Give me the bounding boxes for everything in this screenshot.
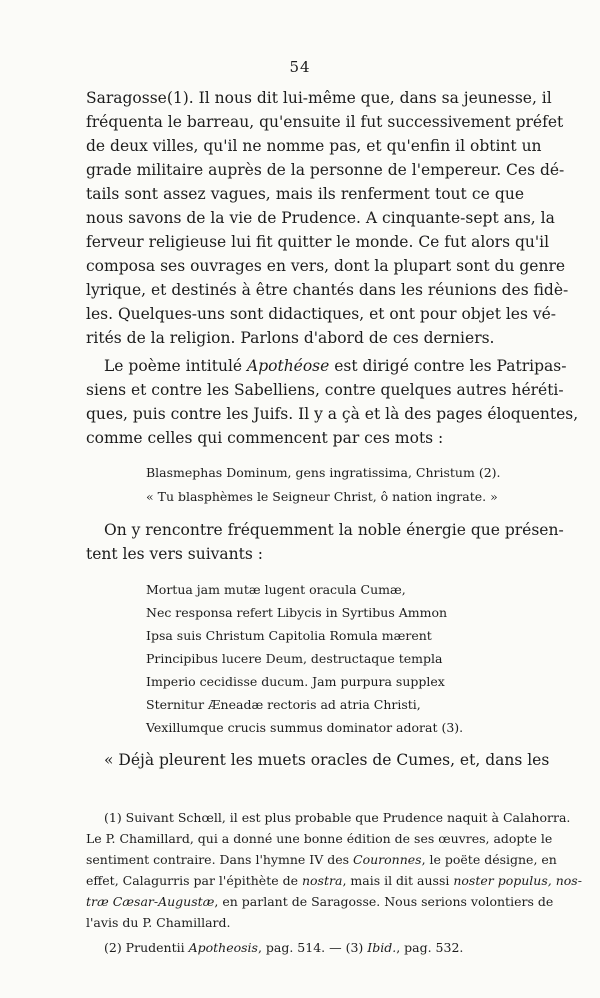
footnote-line: effet, Calagurris par l'épithète de nostra, mais il dit aussi noster populus, nos- bbox=[86, 873, 582, 888]
text-line: On y rencontre fréquemment la noble énergie que présen- bbox=[104, 521, 564, 539]
footnote-line: Le P. Chamillard, qui a donné une bonne édition de ses œuvres, adopte le bbox=[86, 831, 553, 846]
verse-line: Vexillumque crucis summus dominator adorat (3). bbox=[146, 720, 464, 735]
text-line: comme celles qui commencent par ces mots : bbox=[86, 429, 444, 447]
text-line: de deux villes, qu'il ne nomme pas, et qu'enfin il obtint un bbox=[86, 137, 542, 155]
text-line: les. Quelques-uns sont didactiques, et ont pour objet les vé- bbox=[86, 305, 557, 323]
work-title: Apothéose bbox=[247, 357, 330, 375]
text-line: nous savons de la vie de Prudence. A cinquante-sept ans, la bbox=[86, 209, 555, 227]
verse-line: Nec responsa refert Libycis in Syrtibus Ammon bbox=[146, 605, 448, 620]
text-line: grade militaire auprès de la personne de l'empereur. Ces dé- bbox=[86, 161, 565, 179]
text-line: tails sont assez vagues, mais ils renferment tout ce que bbox=[86, 185, 524, 203]
latin-quote: Blasmephas Dominum, gens ingratissima, Christum (2). bbox=[146, 465, 501, 480]
quote-translation: « Tu blasphèmes le Seigneur Christ, ô nation ingrate. » bbox=[146, 489, 498, 504]
text-line: « Déjà pleurent les muets oracles de Cumes, et, dans les bbox=[104, 751, 550, 769]
footnote-line: (1) Suivant Schœll, il est plus probable que Prudence naquit à Calahorra. bbox=[104, 810, 571, 825]
text-line: rités de la religion. Parlons d'abord de ces derniers. bbox=[86, 329, 495, 347]
footnote-line: træ Cæsar-Augustæ, en parlant de Saragosse. Nous serions volontiers de bbox=[86, 894, 554, 909]
footnote-line: sentiment contraire. Dans l'hymne IV des Couronnes, le poëte désigne, en bbox=[86, 852, 557, 867]
text-line: tent les vers suivants : bbox=[86, 545, 263, 563]
verse-line: Ipsa suis Christum Capitolia Romula mærent bbox=[146, 628, 432, 643]
verse-line: Mortua jam mutæ lugent oracula Cumæ, bbox=[146, 582, 406, 597]
text-line: composa ses ouvrages en vers, dont la plupart sont du genre bbox=[86, 257, 566, 275]
text-line: fréquenta le barreau, qu'ensuite il fut successivement préfet bbox=[86, 113, 564, 131]
footnote-line: l'avis du P. Chamillard. bbox=[86, 915, 231, 930]
verse-line: Principibus lucere Deum, destructaque templa bbox=[146, 651, 443, 666]
verse-line: Imperio cecidisse ducum. Jam purpura supplex bbox=[146, 674, 445, 689]
text-line: siens et contre les Sabelliens, contre quelques autres héréti- bbox=[86, 381, 564, 399]
text-line: ferveur religieuse lui fit quitter le monde. Ce fut alors qu'il bbox=[86, 233, 550, 251]
footnote-line: (2) Prudentii Apotheosis, pag. 514. — (3) Ibid., pag. 532. bbox=[104, 940, 464, 955]
text-line: ques, puis contre les Juifs. Il y a çà et là des pages éloquentes, bbox=[86, 405, 579, 423]
page-number: 54 bbox=[289, 58, 311, 76]
text-line: Le poème intitulé Apothéose est dirigé contre les Patripas- bbox=[104, 357, 567, 375]
verse-line: Sternitur Æneadæ rectoris ad atria Christi, bbox=[146, 697, 421, 712]
text-line: lyrique, et destinés à être chantés dans les réunions des fidè- bbox=[86, 281, 569, 299]
text-line: Saragosse(1). Il nous dit lui-même que, dans sa jeunesse, il bbox=[86, 89, 552, 107]
